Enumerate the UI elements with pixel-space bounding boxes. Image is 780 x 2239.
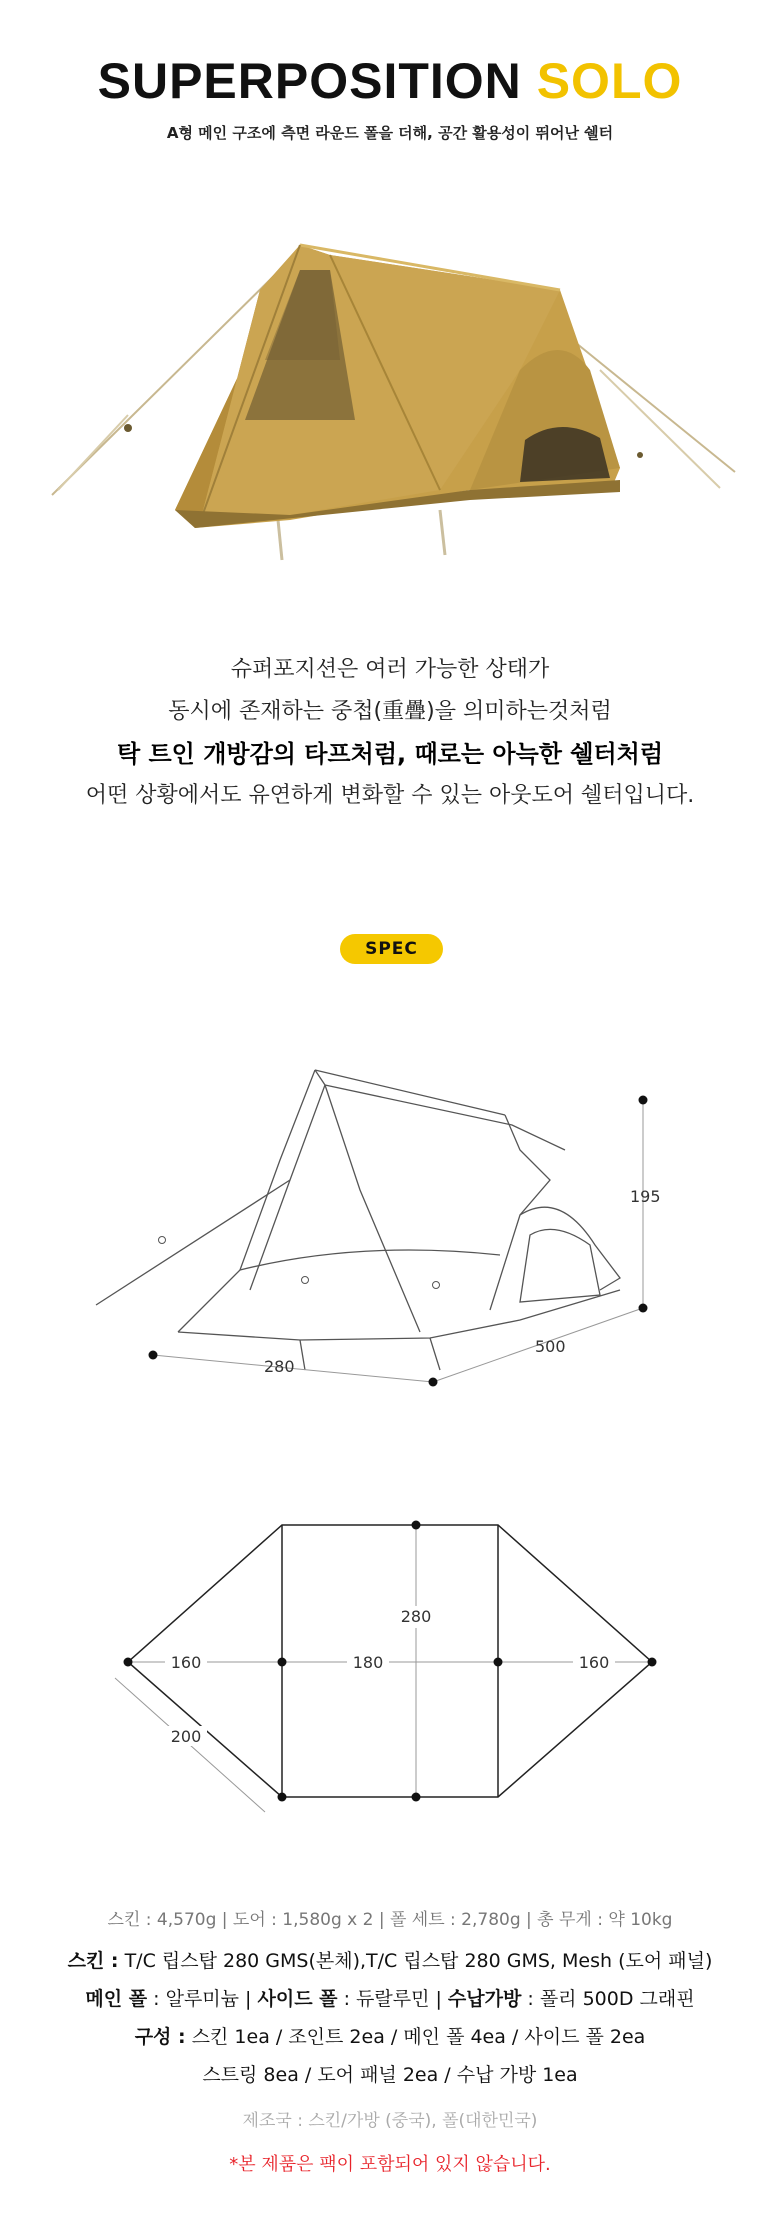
spec-skin-label: 스킨 : <box>67 1950 119 1972</box>
product-title <box>0 52 780 110</box>
side-width-label: 280 <box>264 1357 295 1376</box>
product-subtitle: A형 메인 구조에 측면 라운드 폴을 더해, 공간 활용성이 뛰어난 쉘터 <box>166 124 614 142</box>
plan-right-label: 160 <box>578 1653 610 1672</box>
spec-mainpole-label: 메인 폴 <box>85 1988 148 2010</box>
spec-skin <box>0 1946 780 1973</box>
side-length-label: 500 <box>535 1337 566 1356</box>
spec-mainpole-value: : 알루미늄 | <box>147 1988 258 2010</box>
spec-composition <box>0 2022 780 2049</box>
spec-poles <box>0 1984 780 2011</box>
spec-summary: 스킨 : 4,570g | 도어 : 1,580g x 2 | 폴 세트 : 2,780g | 총 무게 : 약 10kg <box>107 1910 673 1930</box>
plan-center-label: 180 <box>352 1653 384 1672</box>
tent-side-diagram <box>0 1040 780 1420</box>
spec-skin-value: T/C 립스탑 280 GMS(본체),T/C 립스탑 280 GMS, Mesh (도어 패널) <box>118 1950 713 1972</box>
spec-composition-2: 스트링 8ea / 도어 패널 2ea / 수납 가방 1ea <box>202 2064 578 2086</box>
tent-photo <box>0 210 780 580</box>
title-accent: SOLO <box>536 53 683 109</box>
spec-composition-label: 구성 : <box>134 2026 186 2048</box>
intro-line-4: 어떤 상황에서도 유연하게 변화할 수 있는 아웃도어 쉘터입니다. <box>85 783 695 808</box>
title-main: SUPERPOSITION <box>97 53 522 109</box>
intro-line-2: 동시에 존재하는 중첩(重疊)을 의미하는것처럼 <box>168 699 612 724</box>
spec-notice: *본 제품은 팩이 포함되어 있지 않습니다. <box>229 2154 551 2175</box>
spec-sidepole-label: 사이드 폴 <box>257 1988 338 2010</box>
plan-depth-label: 280 <box>400 1607 432 1626</box>
tent-floor-plan <box>0 1500 780 1830</box>
intro-line-1: 슈퍼포지션은 여러 가능한 상태가 <box>230 657 550 682</box>
spec-badge: SPEC <box>340 934 443 964</box>
spec-bag-label: 수납가방 <box>447 1988 522 2010</box>
plan-left-label: 160 <box>170 1653 202 1672</box>
spec-sidepole-value: : 듀랄루민 | <box>337 1988 448 2010</box>
spec-bag-value: : 폴리 500D 그래핀 <box>521 1988 695 2010</box>
spec-composition-value-1: 스킨 1ea / 조인트 2ea / 메인 폴 4ea / 사이드 폴 2ea <box>185 2026 646 2048</box>
intro-line-3: 탁 트인 개방감의 타프처럼, 때로는 아늑한 쉘터처럼 <box>116 740 664 768</box>
plan-diagonal-label: 200 <box>170 1727 202 1746</box>
spec-origin: 제조국 : 스킨/가방 (중국), 폴(대한민국) <box>242 2111 538 2131</box>
side-height-label: 195 <box>630 1187 661 1206</box>
